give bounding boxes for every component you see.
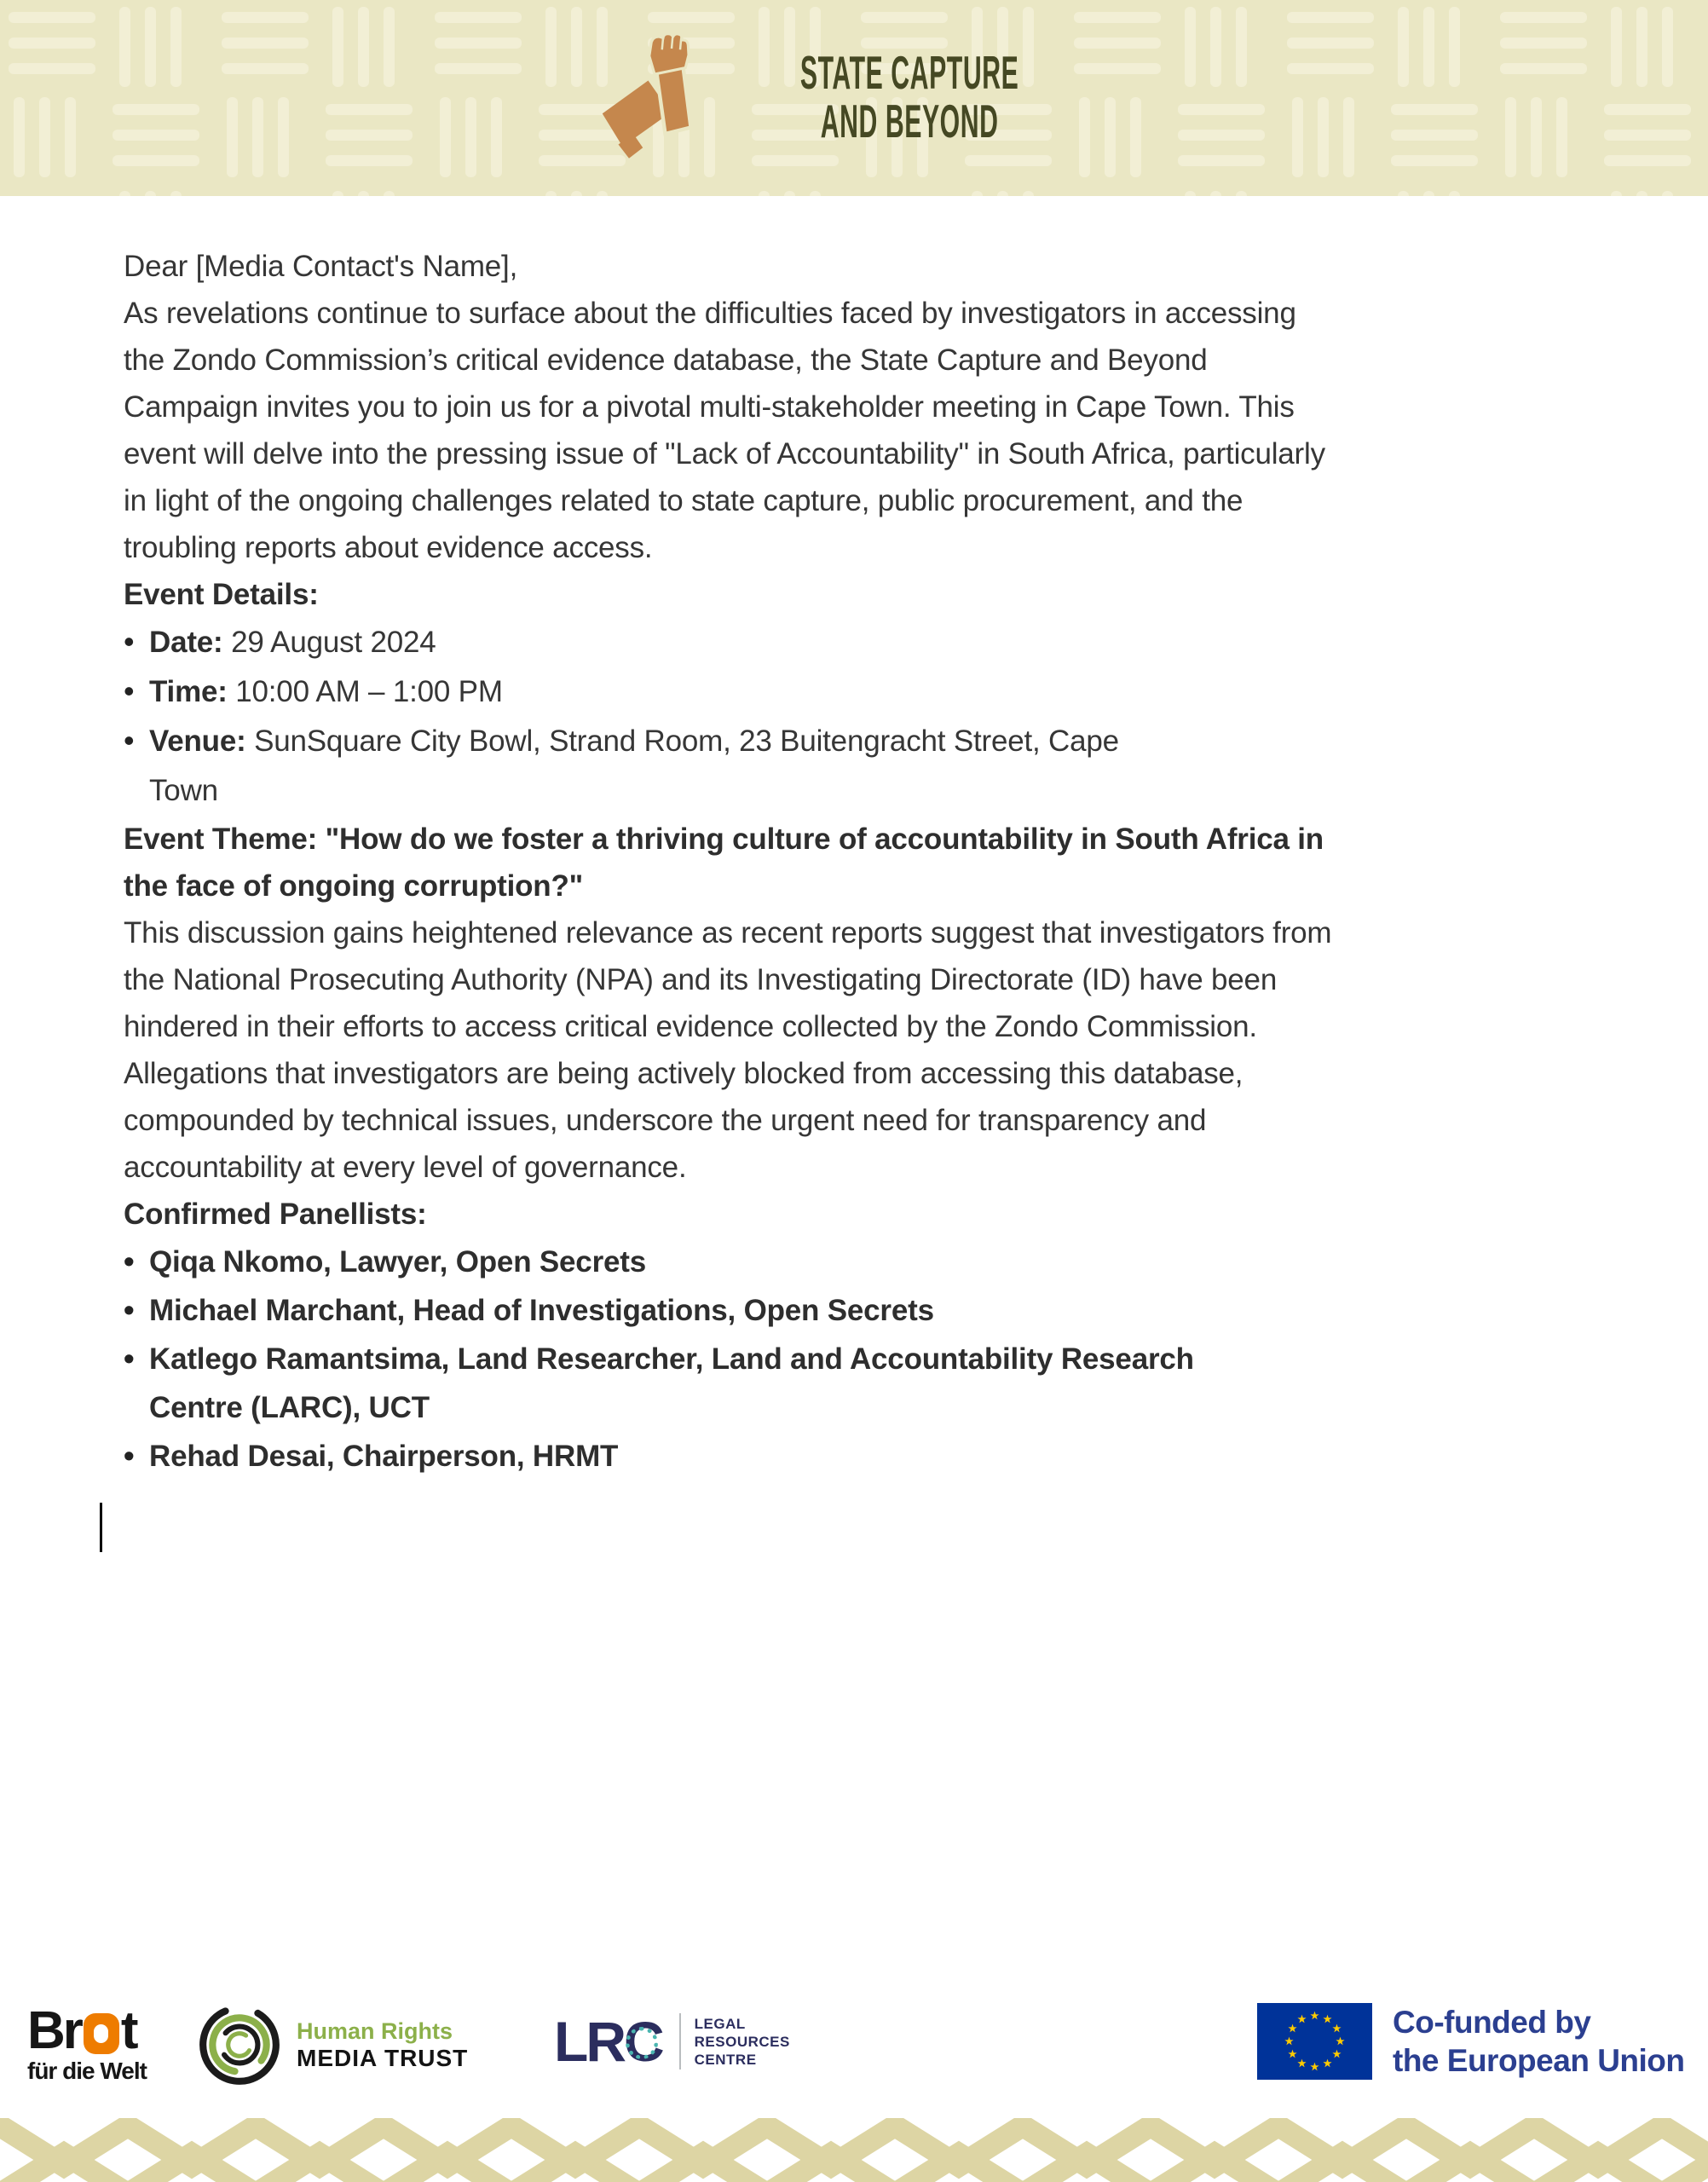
event-detail-venue-value: SunSquare City Bowl, Strand Room, 23 Buitengracht Street, Cape Town xyxy=(149,724,1119,807)
brot-subtitle: für die Welt xyxy=(27,2058,147,2084)
human-rights-media-trust-logo xyxy=(196,2001,468,2088)
campaign-logo-line2: AND BEYOND xyxy=(821,95,999,147)
event-detail-venue-label: Venue: xyxy=(149,724,246,758)
event-detail-time-label: Time: xyxy=(149,675,228,708)
text-cursor[interactable] xyxy=(100,1503,102,1552)
megaphone-fist-icon xyxy=(599,19,706,176)
event-detail-date-value: 29 August 2024 xyxy=(231,626,436,659)
event-detail-venue xyxy=(124,717,1146,816)
event-theme-heading: Event Theme: "How do we foster a thriving culture of accountability in South Africa in the face of ongoing corruption?" xyxy=(124,823,1324,903)
campaign-logo xyxy=(0,12,1708,182)
panellists-list xyxy=(124,1238,1479,1481)
hrmt-line1: Human Rights xyxy=(297,2017,453,2044)
brot-fur-die-welt-logo xyxy=(27,2001,147,2085)
brot-o-glyph xyxy=(84,2013,119,2054)
brot-text-br: Br xyxy=(27,2001,81,2060)
panellist-item: • Michael Marchant, Head of Investigations, Open Secrets xyxy=(124,1286,1197,1335)
hrmt-line2: MEDIA TRUST xyxy=(297,2044,469,2071)
lrc-teal-ring-icon xyxy=(626,2027,658,2059)
panellist-item: • Katlego Ramantsima, Land Researcher, Land and Accountability Research Centre (LARC), UCT xyxy=(124,1335,1197,1432)
brot-text-t: t xyxy=(120,2001,136,2060)
campaign-logo-line1: STATE CAPTURE xyxy=(800,46,1019,99)
eu-cofunded-logo xyxy=(1257,2003,1685,2080)
event-detail-time-value: 10:00 AM – 1:00 PM xyxy=(235,675,503,708)
panellist-item: • Qiqa Nkomo, Lawyer, Open Secrets xyxy=(124,1238,1197,1286)
lrc-wordmark: LEGAL RESOURCES CENTRE xyxy=(694,2015,790,2068)
panellist-item: • Rehad Desai, Chairperson, HRMT xyxy=(124,1432,1197,1481)
lrc-divider xyxy=(679,2013,681,2069)
header-banner xyxy=(0,0,1708,196)
event-detail-time xyxy=(124,667,1146,717)
chevron-pattern-band xyxy=(0,2118,1708,2182)
brot-wordmark xyxy=(27,2001,147,2060)
hrmt-swirl-icon xyxy=(196,2001,283,2088)
letter-body[interactable] xyxy=(124,243,1479,1481)
discussion-paragraph: This discussion gains heightened relevance as recent reports suggest that investigators from the National Prosecuting Authority (NPA) and its Investigating Directorate (ID) have been hindered in their efforts to access critical evidence collected by the Zondo Commission. Allegations that investigators are being actively blocked from accessing this database, compounded by technical issues, underscore the urgent need for transparency and accountability at every level of governance. xyxy=(124,916,1332,1184)
event-details-heading: Event Details: xyxy=(124,578,319,611)
panellists-heading: Confirmed Panellists: xyxy=(124,1198,427,1231)
legal-resources-centre-logo xyxy=(554,2010,790,2073)
salutation: Dear [Media Contact's Name], xyxy=(124,250,518,283)
eu-flag-icon xyxy=(1257,2003,1372,2080)
event-details-list xyxy=(124,618,1479,816)
hrmt-wordmark xyxy=(297,2018,468,2072)
event-detail-date xyxy=(124,618,1146,667)
lrc-abbr: LRC xyxy=(554,2010,662,2073)
partner-logos-footer xyxy=(0,1994,1708,2122)
campaign-logo-title xyxy=(800,46,1019,147)
eu-cofunded-text: Co-funded by the European Union xyxy=(1393,2005,1685,2078)
event-detail-date-label: Date: xyxy=(149,626,223,659)
intro-paragraph: As revelations continue to surface about the difficulties faced by investigators in accessing the Zondo Commission’s critical evidence database, the State Capture and Beyond Campaign invites you to join us for a pivotal multi-stakeholder meeting in Cape Town. This event will delve into the pressing issue of "Lack of Accountability" in South Africa, particularly in light of the ongoing challenges related to state capture, public procurement, and the troubling reports about evidence access. xyxy=(124,297,1325,564)
